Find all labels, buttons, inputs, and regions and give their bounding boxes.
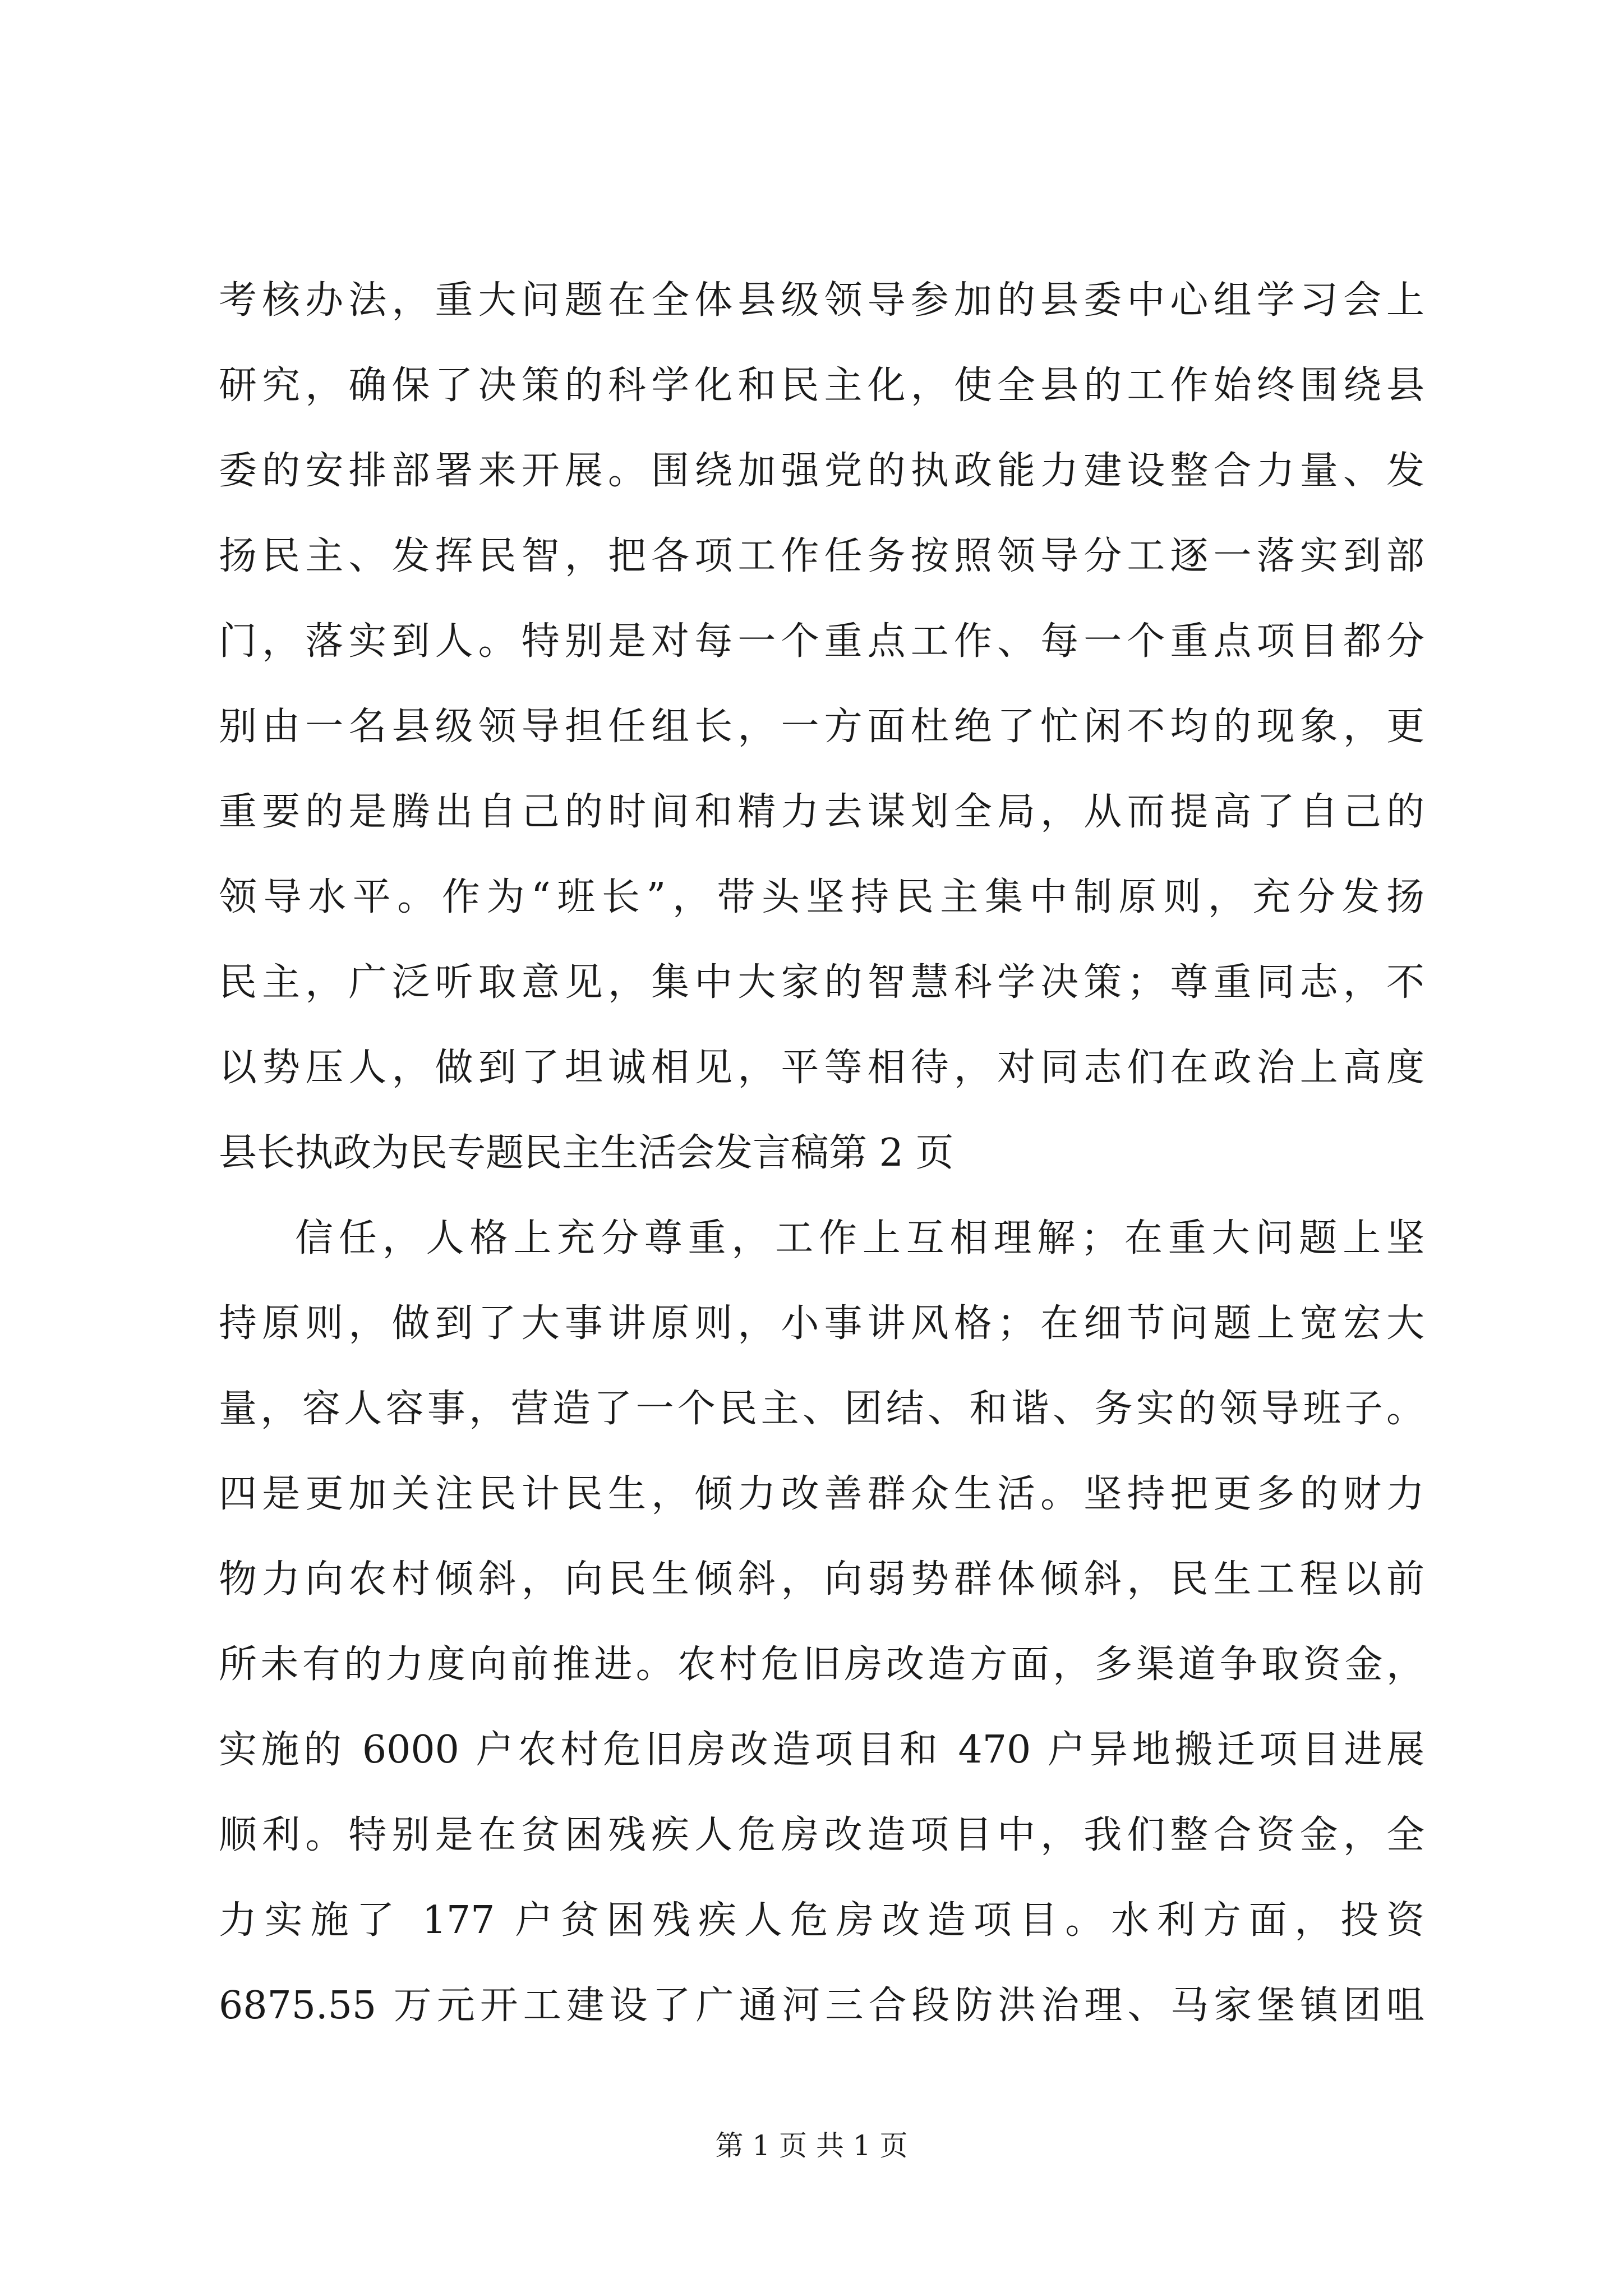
text-line: 持原则，做到了大事讲原则，小事讲风格；在细节问题上宽宏大: [219, 1301, 1424, 1346]
text-line: 以势压人，做到了坦诚相见，平等相待，对同志们在政治上高度: [219, 1046, 1424, 1090]
text-line: 物力向农村倾斜，向民生倾斜，向弱势群体倾斜，民生工程以前: [219, 1557, 1424, 1602]
text-line: 四是更加关注民计民生，倾力改善群众生活。坚持把更多的财力: [219, 1472, 1424, 1516]
text-line: 扬民主、发挥民智，把各项工作任务按照领导分工逐一落实到部: [219, 534, 1424, 578]
text-line: 实施的 6000 户农村危旧房改造项目和 470 户异地搬迁项目进展: [219, 1728, 1424, 1772]
text-line: 委的安排部署来开展。围绕加强党的执政能力建设整合力量、发: [219, 449, 1424, 493]
text-line: 门，落实到人。特别是对每一个重点工作、每一个重点项目都分: [219, 619, 1424, 664]
text-line: 研究，确保了决策的科学化和民主化，使全县的工作始终围绕县: [219, 364, 1424, 408]
text-line: 民主，广泛听取意见，集中大家的智慧科学决策；尊重同志，不: [219, 960, 1424, 1005]
document-body: [219, 258, 1424, 2049]
page-number-label: 第 1 页 共 1 页: [715, 2129, 908, 2162]
page-footer: [0, 2126, 1623, 2165]
text-line: 别由一名县级领导担任组长，一方面杜绝了忙闲不均的现象，更: [219, 705, 1424, 749]
text-line: 重要的是腾出自己的时间和精力去谋划全局，从而提高了自己的: [219, 790, 1424, 834]
text-line: 顺利。特别是在贫困残疾人危房改造项目中，我们整合资金，全: [219, 1813, 1424, 1857]
page-marker-line: 县长执政为民专题民主生活会发言稿第 2 页: [219, 1131, 954, 1175]
text-line: 信任，人格上充分尊重，工作上互相理解；在重大问题上坚: [295, 1216, 1424, 1260]
text-line: 考核办法，重大问题在全体县级领导参加的县委中心组学习会上: [219, 278, 1424, 323]
text-line: 力实施了 177 户贫困残疾人危房改造项目。水利方面，投资: [219, 1898, 1424, 1943]
text-line: 所未有的力度向前推进。农村危旧房改造方面，多渠道争取资金，: [219, 1642, 1424, 1687]
text-line: 量，容人容事，营造了一个民主、团结、和谐、务实的领导班子。: [219, 1387, 1424, 1431]
text-line: 6875.55 万元开工建设了广通河三合段防洪治理、马家堡镇团咀: [219, 1984, 1424, 2028]
text-line: 领导水平。作为“班长”，带头坚持民主集中制原则，充分发扬: [219, 875, 1424, 919]
